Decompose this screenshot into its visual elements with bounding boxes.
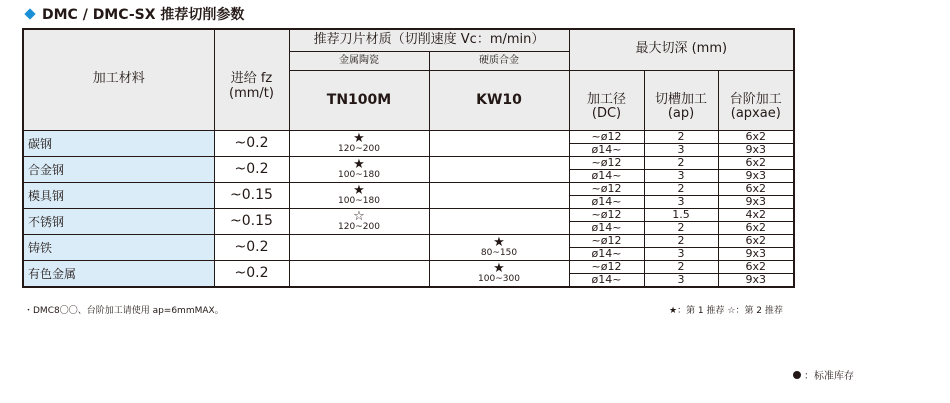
- dc-cell: ø14~: [569, 143, 644, 156]
- dc-cell: ~ø12: [569, 182, 644, 195]
- carbide-cell: [429, 260, 569, 287]
- dc-cell: ~ø12: [569, 208, 644, 221]
- stock-legend-label: ：标准库存: [804, 371, 854, 382]
- footnote-left: ・DMC8〇〇、台阶加工请使用 ap=6mmMAX。: [24, 306, 224, 316]
- cermet-cell: [289, 208, 429, 234]
- table-body: [23, 130, 794, 287]
- material-cell: 铸铁: [23, 234, 214, 260]
- ap-cell: 2: [644, 156, 718, 169]
- stock-dot-icon: [793, 371, 801, 379]
- apxae-cell: 6x2: [718, 130, 794, 143]
- table-row: [23, 182, 794, 195]
- header-grade-carbide-label: KW10: [476, 91, 522, 108]
- page-title: [24, 4, 244, 24]
- footnote-legend: ★：第 1 推荐 ☆：第 2 推荐: [669, 306, 783, 316]
- recommend-star-icon: ★: [493, 235, 505, 250]
- header-cermet-type: [289, 51, 429, 70]
- ap-cell: 2: [644, 221, 718, 234]
- apxae-cell: 6x2: [718, 221, 794, 234]
- diamond-bullet-icon: [24, 8, 35, 19]
- cermet-cell: [289, 156, 429, 182]
- dc-cell: ø14~: [569, 169, 644, 182]
- carbide-cell: [429, 130, 569, 156]
- cermet-cell: [289, 182, 429, 208]
- ap-cell: 2: [644, 260, 718, 273]
- cermet-cell: [289, 130, 429, 156]
- speed-range: 120~200: [338, 222, 380, 232]
- header-apxae-label: 台阶加工 (apxae): [729, 91, 782, 122]
- stock-legend: [793, 367, 854, 382]
- dc-cell: ~ø12: [569, 234, 644, 247]
- dc-cell: ø14~: [569, 221, 644, 234]
- ap-cell: 2: [644, 182, 718, 195]
- apxae-cell: 6x2: [718, 156, 794, 169]
- carbide-cell: [429, 156, 569, 182]
- table-row: [23, 208, 794, 221]
- cutting-parameters-table: [22, 28, 795, 288]
- table-row: [23, 260, 794, 273]
- ap-cell: 1.5: [644, 208, 718, 221]
- ap-cell: 3: [644, 143, 718, 156]
- recommend-star-icon: ★: [493, 261, 505, 276]
- header-cermet-type-label: 金属陶瓷: [339, 54, 379, 66]
- table-row: [23, 156, 794, 169]
- header-feed: [214, 29, 289, 130]
- dc-cell: ~ø12: [569, 260, 644, 273]
- ap-cell: 3: [644, 273, 718, 287]
- ap-cell: 3: [644, 169, 718, 182]
- dc-cell: ~ø12: [569, 156, 644, 169]
- header-feed-label: 进给 fz (mm/t): [229, 71, 274, 102]
- feed-cell: ~0.2: [214, 234, 289, 260]
- header-material-label: 加工材料: [92, 71, 145, 87]
- ap-cell: 3: [644, 247, 718, 260]
- header-grade-group-label: 推荐刀片材质（切削速度 Vc：m/min）: [313, 31, 545, 47]
- header-grade-carbide: [429, 70, 569, 130]
- material-cell: 碳钢: [23, 130, 214, 156]
- apxae-cell: 9x3: [718, 169, 794, 182]
- page-title-text: DMC / DMC-SX 推荐切削参数: [42, 7, 245, 23]
- cermet-cell: [289, 234, 429, 260]
- table-row: [23, 234, 794, 247]
- speed-range: 100~300: [478, 274, 520, 284]
- material-cell: 合金钢: [23, 156, 214, 182]
- speed-range: 100~180: [338, 170, 380, 180]
- header-dc: [569, 70, 644, 130]
- table-row: [23, 130, 794, 143]
- apxae-cell: 9x3: [718, 273, 794, 287]
- feed-cell: ~0.2: [214, 130, 289, 156]
- header-material: [23, 29, 214, 130]
- recommend-star-icon: ★: [353, 183, 365, 198]
- ap-cell: 2: [644, 234, 718, 247]
- material-cell: 不锈钢: [23, 208, 214, 234]
- carbide-cell: [429, 182, 569, 208]
- material-cell: 有色金属: [23, 260, 214, 287]
- dc-cell: ~ø12: [569, 130, 644, 143]
- header-grade-group: [289, 29, 569, 51]
- dc-cell: ø14~: [569, 195, 644, 208]
- header-grade-cermet: [289, 70, 429, 130]
- apxae-cell: 4x2: [718, 208, 794, 221]
- speed-range: 80~150: [480, 248, 518, 258]
- cermet-cell: [289, 260, 429, 287]
- dc-cell: ø14~: [569, 247, 644, 260]
- carbide-cell: [429, 234, 569, 260]
- feed-cell: ~0.2: [214, 156, 289, 182]
- apxae-cell: 6x2: [718, 234, 794, 247]
- speed-range: 100~180: [338, 196, 380, 206]
- feed-cell: ~0.15: [214, 208, 289, 234]
- feed-cell: ~0.2: [214, 260, 289, 287]
- dc-cell: ø14~: [569, 273, 644, 287]
- apxae-cell: 6x2: [718, 182, 794, 195]
- header-dc-label: 加工径 (DC): [587, 91, 627, 122]
- recommend-star-icon: ★: [353, 157, 365, 172]
- apxae-cell: 6x2: [718, 260, 794, 273]
- header-ap-label: 切槽加工 (ap): [655, 91, 708, 122]
- header-apxae: [718, 70, 794, 130]
- ap-cell: 2: [644, 130, 718, 143]
- recommend-star-icon: ★: [353, 131, 365, 146]
- speed-range: 120~200: [338, 144, 380, 154]
- header-ap: [644, 70, 718, 130]
- header-carbide-type-label: 硬质合金: [479, 54, 519, 66]
- carbide-cell: [429, 208, 569, 234]
- feed-cell: ~0.15: [214, 182, 289, 208]
- material-cell: 模具钢: [23, 182, 214, 208]
- apxae-cell: 9x3: [718, 247, 794, 260]
- header-carbide-type: [429, 51, 569, 70]
- header-depth-group: [569, 29, 794, 70]
- apxae-cell: 9x3: [718, 143, 794, 156]
- ap-cell: 3: [644, 195, 718, 208]
- header-depth-group-label: 最大切深 (mm): [635, 41, 728, 57]
- header-grade-cermet-label: TN100M: [326, 91, 392, 108]
- recommend-star-icon: ☆: [353, 209, 365, 224]
- apxae-cell: 9x3: [718, 195, 794, 208]
